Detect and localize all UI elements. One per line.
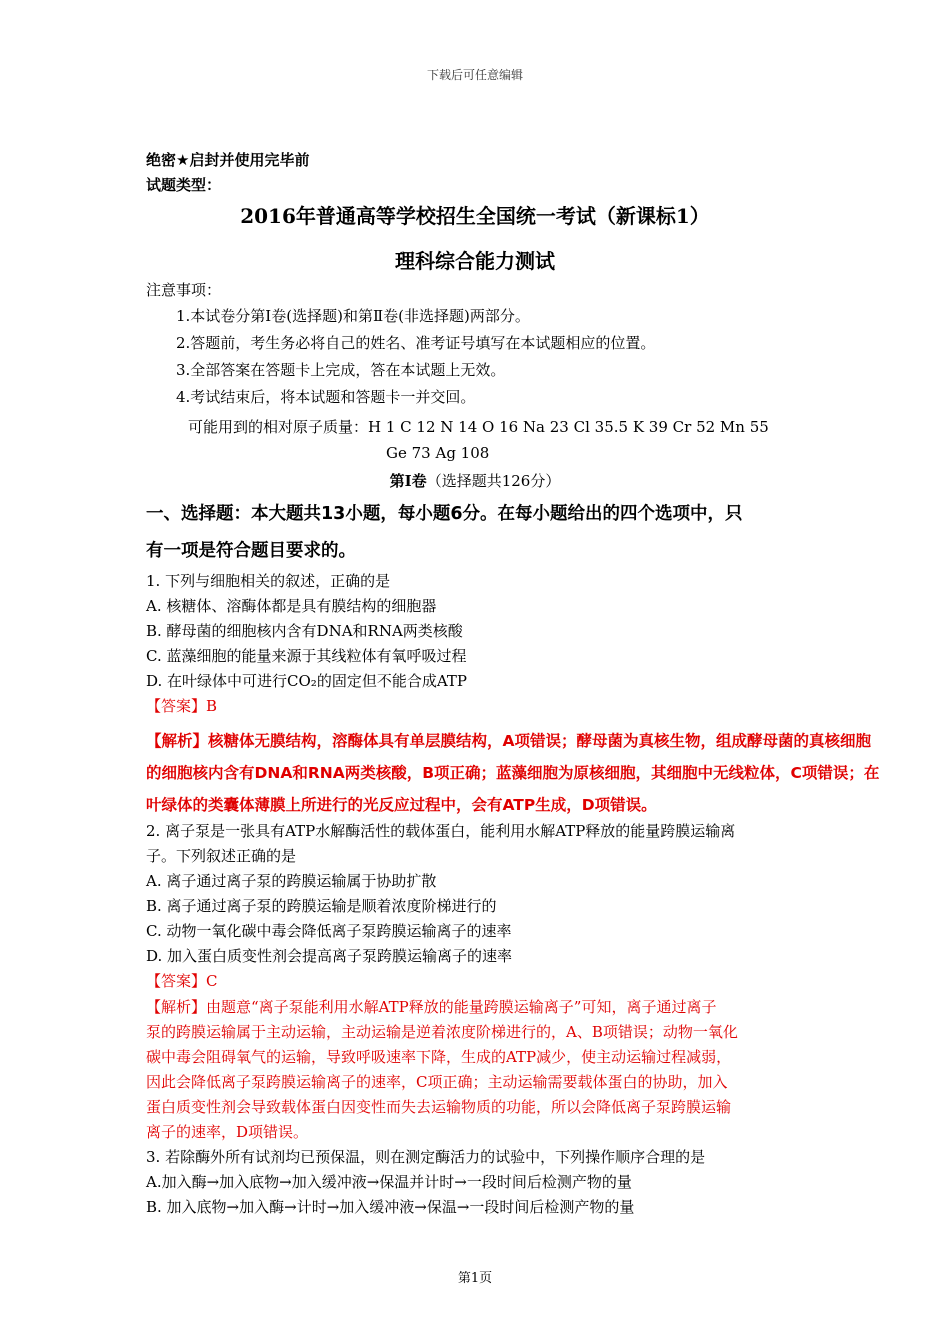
question-1-analysis: 的细胞核内含有DNA和RNA两类核酸，B项正确；蓝藻细胞为原核细胞，其细胞中无线粒体，C项错误；在	[146, 764, 880, 782]
question-1-answer: 【答案】B	[146, 697, 218, 715]
question-1-option: C. 蓝藻细胞的能量来源于其线粒体有氧呼吸过程	[146, 647, 467, 665]
page-number: 第1页	[457, 1271, 493, 1286]
question-2-stem: 2. 离子泵是一张具有ATP水解酶活性的载体蛋白，能利用水解ATP释放的能量跨膜运输离	[146, 822, 736, 840]
confidential-label: 绝密★启封并使用完毕前	[146, 151, 310, 169]
question-2-analysis: 离子的速率，D项错误。	[146, 1123, 309, 1141]
question-2-analysis: 碳中毒会阻碍氧气的运输，导致呼吸速率下降，生成的ATP减少，使主动运输过程减弱，	[146, 1048, 732, 1066]
question-3-option: A.加入酶→加入底物→加入缓冲液→保温并计时→一段时间后检测产物的量	[146, 1173, 632, 1191]
part1-heading-rest: （选择题共126分）	[426, 472, 561, 490]
question-2-analysis: 因此会降低离子泵跨膜运输离子的速率，C项正确；主动运输需要载体蛋白的协助，加入	[146, 1073, 728, 1091]
question-2-analysis: 泵的跨膜运输属于主动运输，主动运输是逆着浓度阶梯进行的，A、B项错误；动物一氧化	[146, 1023, 738, 1041]
question-2-answer: 【答案】C	[146, 972, 218, 990]
question-2-analysis: 蛋白质变性剂会导致载体蛋白因变性而失去运输物质的功能，所以会降低离子泵跨膜运输	[146, 1098, 732, 1116]
notes-item: 3.全部答案在答题卡上完成，答在本试题上无效。	[176, 361, 506, 379]
notes-item: 4.考试结束后，将本试题和答题卡一并交回。	[176, 388, 476, 406]
notes-item: 2.答题前，考生务必将自己的姓名、准考证号填写在本试题相应的位置。	[176, 334, 656, 352]
question-type-label: 试题类型：	[146, 176, 222, 194]
question-3-stem: 3. 若除酶外所有试剂均已预保温，则在测定酶活力的试验中，下列操作顺序合理的是	[146, 1148, 706, 1166]
question-1-option: B. 酵母菌的细胞核内含有DNA和RNA两类核酸	[146, 622, 463, 640]
question-2-option: B. 离子通过离子泵的跨膜运输是顺着浓度阶梯进行的	[146, 897, 497, 915]
section-heading: 一、选择题：本大题共13小题，每小题6分。在每小题给出的四个选项中，只	[146, 504, 743, 524]
question-1-option: A. 核糖体、溶酶体都是具有膜结构的细胞器	[146, 597, 437, 615]
atomic-masses: 可能用到的相对原子质量：H 1 C 12 N 14 O 16 Na 23 Cl 35.5 K 39 Cr 52 Mn 55	[188, 418, 769, 436]
question-1-analysis: 叶绿体的类囊体薄膜上所进行的光反应过程中，会有ATP生成，D项错误。	[146, 796, 657, 814]
notes-item: 1.本试卷分第Ⅰ卷(选择题)和第Ⅱ卷(非选择题)两部分。	[176, 307, 530, 325]
question-2-stem-cont: 子。下列叙述正确的是	[146, 847, 297, 865]
question-2-analysis: 【解析】由题意“离子泵能利用水解ATP释放的能量跨膜运输离子”可知，离子通过离子	[146, 998, 717, 1016]
part1-heading-bold: 第Ⅰ卷	[389, 472, 427, 490]
question-1-analysis: 【解析】核糖体无膜结构，溶酶体具有单层膜结构，A项错误；酵母菌为真核生物，组成酵母菌的真核细胞	[146, 732, 871, 750]
question-2-option: C. 动物一氧化碳中毒会降低离子泵跨膜运输离子的速率	[146, 922, 512, 940]
question-2-option: D. 加入蛋白质变性剂会提高离子泵跨膜运输离子的速率	[146, 947, 513, 965]
page-header: 下载后可任意编辑	[426, 68, 523, 82]
part1-heading	[0, 470, 950, 491]
question-1-stem: 1. 下列与细胞相关的叙述，正确的是	[146, 572, 391, 590]
exam-title: 2016年普通高等学校招生全国统一考试（新课标1）	[240, 204, 710, 228]
question-1-option: D. 在叶绿体中可进行CO₂的固定但不能合成ATP	[146, 672, 467, 690]
question-3-option: B. 加入底物→加入酶→计时→加入缓冲液→保温→一段时间后检测产物的量	[146, 1198, 635, 1216]
notes-heading: 注意事项：	[146, 281, 222, 299]
exam-subtitle: 理科综合能力测试	[395, 249, 555, 273]
section-heading-cont: 有一项是符合题目要求的。	[146, 541, 356, 561]
question-2-option: A. 离子通过离子泵的跨膜运输属于协助扩散	[146, 872, 437, 890]
atomic-masses-cont: Ge 73 Ag 108	[386, 444, 490, 462]
